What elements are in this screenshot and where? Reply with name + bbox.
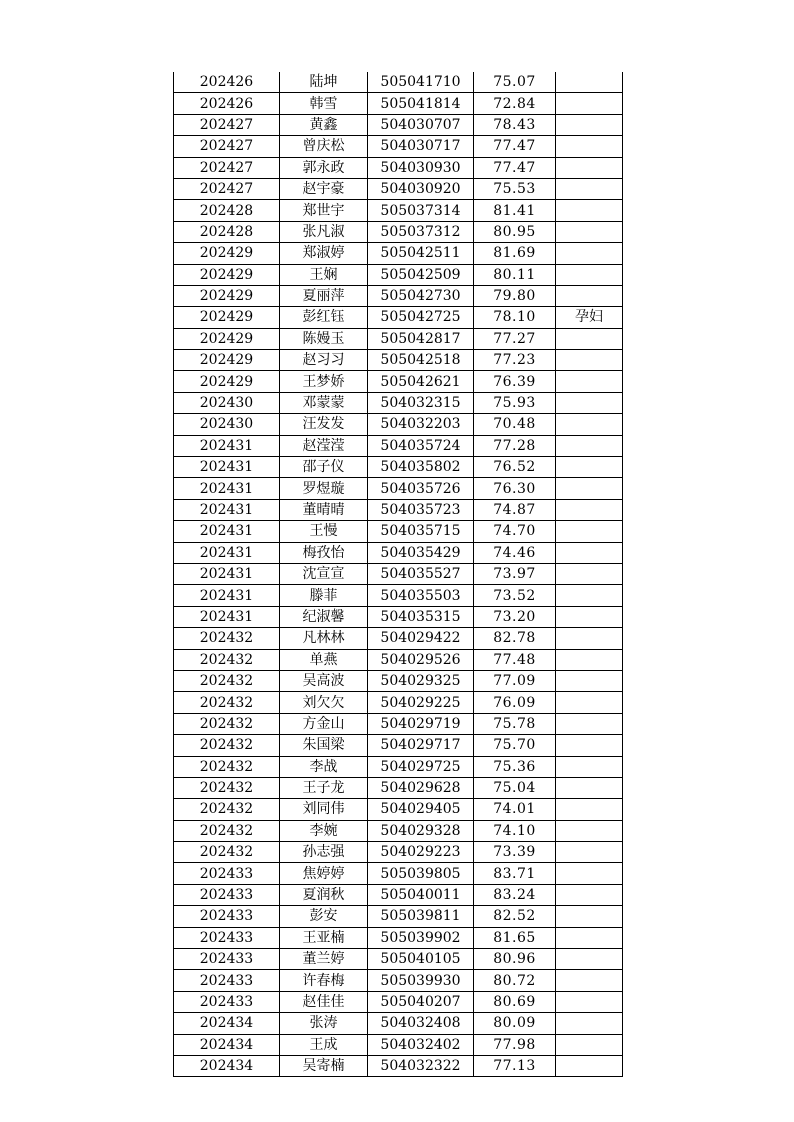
table-row [174,670,623,691]
candidate-name-cell: 邓蒙蒙 [280,392,368,413]
table-row [174,264,623,285]
remark-cell [556,927,623,948]
score-cell: 70.48 [474,414,556,435]
score-cell: 78.10 [474,307,556,328]
table-row [174,371,623,392]
exam-number-cell: 504035715 [368,521,474,542]
remark-cell [556,756,623,777]
position-code-cell: 202429 [174,328,280,349]
exam-number-cell: 505042509 [368,264,474,285]
table-row [174,350,623,371]
table-row [174,863,623,884]
candidate-name-cell: 黄鑫 [280,114,368,135]
table-row [174,649,623,670]
candidate-name-cell: 焦婷婷 [280,863,368,884]
exam-number-cell: 504032203 [368,414,474,435]
table-row [174,521,623,542]
candidate-name-cell: 吴高波 [280,670,368,691]
score-cell: 75.04 [474,777,556,798]
table-row [174,307,623,328]
remark-cell [556,157,623,178]
table-row [174,906,623,927]
table-row [174,200,623,221]
position-code-cell: 202429 [174,264,280,285]
remark-cell [556,285,623,306]
position-code-cell: 202431 [174,606,280,627]
score-cell: 75.70 [474,735,556,756]
score-cell: 73.52 [474,585,556,606]
table-row [174,842,623,863]
candidate-name-cell: 张涛 [280,1013,368,1034]
position-code-cell: 202431 [174,542,280,563]
remark-cell [556,606,623,627]
position-code-cell: 202429 [174,350,280,371]
table-row [174,1013,623,1034]
exam-number-cell: 504035527 [368,563,474,584]
position-code-cell: 202431 [174,499,280,520]
position-code-cell: 202432 [174,649,280,670]
remark-cell [556,93,623,114]
candidate-name-cell: 王娴 [280,264,368,285]
remark-cell [556,713,623,734]
score-cell: 82.52 [474,906,556,927]
table-row [174,949,623,970]
candidate-name-cell: 韩雪 [280,93,368,114]
table-row [174,136,623,157]
candidate-name-cell: 梅孜怡 [280,542,368,563]
candidate-name-cell: 郑淑婷 [280,243,368,264]
score-cell: 75.07 [474,72,556,93]
position-code-cell: 202433 [174,927,280,948]
position-code-cell: 202433 [174,906,280,927]
remark-cell [556,970,623,991]
table-row [174,991,623,1012]
candidate-name-cell: 王亚楠 [280,927,368,948]
score-cell: 80.95 [474,221,556,242]
candidate-name-cell: 许春梅 [280,970,368,991]
position-code-cell: 202426 [174,72,280,93]
score-cell: 80.11 [474,264,556,285]
exam-number-cell: 505042518 [368,350,474,371]
score-cell: 80.09 [474,1013,556,1034]
exam-number-cell: 505037312 [368,221,474,242]
position-code-cell: 202431 [174,585,280,606]
remark-cell [556,585,623,606]
score-cell: 73.97 [474,563,556,584]
score-cell: 74.01 [474,799,556,820]
table-row [174,756,623,777]
remark-cell [556,435,623,456]
position-code-cell: 202427 [174,136,280,157]
table-row [174,414,623,435]
position-code-cell: 202429 [174,307,280,328]
remark-cell [556,563,623,584]
candidate-name-cell: 刘同伟 [280,799,368,820]
exam-number-cell: 504035315 [368,606,474,627]
candidate-name-cell: 刘欠欠 [280,692,368,713]
score-cell: 83.71 [474,863,556,884]
exam-number-cell: 504035503 [368,585,474,606]
score-cell: 81.69 [474,243,556,264]
score-cell: 74.46 [474,542,556,563]
remark-cell [556,72,623,93]
candidate-name-cell: 郭永政 [280,157,368,178]
candidate-name-cell: 赵佳佳 [280,991,368,1012]
score-cell: 76.09 [474,692,556,713]
exam-number-cell: 504029717 [368,735,474,756]
score-cell: 77.28 [474,435,556,456]
table-row [174,563,623,584]
score-cell: 74.70 [474,521,556,542]
table-row [174,606,623,627]
exam-number-cell: 504029422 [368,628,474,649]
remark-cell [556,820,623,841]
exam-number-cell: 504029328 [368,820,474,841]
table-row [174,713,623,734]
score-cell: 73.20 [474,606,556,627]
position-code-cell: 202433 [174,949,280,970]
candidate-name-cell: 王梦娇 [280,371,368,392]
exam-number-cell: 504029628 [368,777,474,798]
remark-cell [556,799,623,820]
remark-cell [556,221,623,242]
position-code-cell: 202430 [174,392,280,413]
position-code-cell: 202432 [174,799,280,820]
position-code-cell: 202431 [174,478,280,499]
remark-cell: 孕妇 [556,307,623,328]
position-code-cell: 202432 [174,692,280,713]
exam-number-cell: 504029526 [368,649,474,670]
table-row [174,799,623,820]
candidate-name-cell: 方金山 [280,713,368,734]
exam-number-cell: 504029405 [368,799,474,820]
table-row [174,927,623,948]
candidate-name-cell: 朱国梁 [280,735,368,756]
score-cell: 75.78 [474,713,556,734]
position-code-cell: 202431 [174,563,280,584]
score-cell: 77.47 [474,157,556,178]
remark-cell [556,114,623,135]
candidate-name-cell: 李战 [280,756,368,777]
position-code-cell: 202429 [174,371,280,392]
candidate-name-cell: 赵滢滢 [280,435,368,456]
position-code-cell: 202427 [174,157,280,178]
score-cell: 79.80 [474,285,556,306]
candidate-name-cell: 沈宣宣 [280,563,368,584]
score-cell: 80.69 [474,991,556,1012]
position-code-cell: 202432 [174,628,280,649]
score-cell: 74.10 [474,820,556,841]
exam-number-cell: 505042725 [368,307,474,328]
exam-number-cell: 505039930 [368,970,474,991]
table-row [174,328,623,349]
exam-number-cell: 504029325 [368,670,474,691]
remark-cell [556,735,623,756]
exam-number-cell: 504029223 [368,842,474,863]
candidate-name-cell: 董兰婷 [280,949,368,970]
score-table [173,72,623,1077]
position-code-cell: 202428 [174,200,280,221]
position-code-cell: 202429 [174,285,280,306]
remark-cell [556,906,623,927]
score-cell: 74.87 [474,499,556,520]
table-row [174,285,623,306]
candidate-name-cell: 邵子仪 [280,457,368,478]
remark-cell [556,1013,623,1034]
remark-cell [556,542,623,563]
remark-cell [556,949,623,970]
score-cell: 78.43 [474,114,556,135]
candidate-name-cell: 张凡淑 [280,221,368,242]
exam-number-cell: 505039902 [368,927,474,948]
score-cell: 75.53 [474,178,556,199]
exam-number-cell: 504029725 [368,756,474,777]
exam-number-cell: 504029719 [368,713,474,734]
exam-number-cell: 505041814 [368,93,474,114]
table-row [174,585,623,606]
exam-number-cell: 505039811 [368,906,474,927]
candidate-name-cell: 孙志强 [280,842,368,863]
score-cell: 77.09 [474,670,556,691]
remark-cell [556,414,623,435]
exam-number-cell: 504035723 [368,499,474,520]
score-cell: 75.93 [474,392,556,413]
score-cell: 77.23 [474,350,556,371]
table-row [174,542,623,563]
exam-number-cell: 504030920 [368,178,474,199]
exam-number-cell: 505039805 [368,863,474,884]
position-code-cell: 202433 [174,884,280,905]
remark-cell [556,628,623,649]
position-code-cell: 202427 [174,114,280,135]
table-row [174,884,623,905]
candidate-name-cell: 陆坤 [280,72,368,93]
position-code-cell: 202433 [174,863,280,884]
exam-number-cell: 505042730 [368,285,474,306]
remark-cell [556,521,623,542]
exam-number-cell: 505042817 [368,328,474,349]
position-code-cell: 202432 [174,842,280,863]
candidate-name-cell: 夏润秋 [280,884,368,905]
exam-number-cell: 504030707 [368,114,474,135]
position-code-cell: 202432 [174,820,280,841]
exam-number-cell: 505040011 [368,884,474,905]
table-row [174,1055,623,1076]
candidate-name-cell: 赵习习 [280,350,368,371]
remark-cell [556,1055,623,1076]
candidate-name-cell: 汪发发 [280,414,368,435]
remark-cell [556,136,623,157]
table-row [174,735,623,756]
table-row [174,478,623,499]
score-cell: 77.47 [474,136,556,157]
score-cell: 80.72 [474,970,556,991]
candidate-name-cell: 彭安 [280,906,368,927]
exam-number-cell: 504032402 [368,1034,474,1055]
candidate-name-cell: 单燕 [280,649,368,670]
candidate-name-cell: 王子龙 [280,777,368,798]
score-cell: 80.96 [474,949,556,970]
score-cell: 75.36 [474,756,556,777]
candidate-name-cell: 陈嫚玉 [280,328,368,349]
table-row [174,93,623,114]
exam-number-cell: 504029225 [368,692,474,713]
remark-cell [556,649,623,670]
score-cell: 72.84 [474,93,556,114]
position-code-cell: 202432 [174,756,280,777]
remark-cell [556,264,623,285]
position-code-cell: 202432 [174,670,280,691]
remark-cell [556,670,623,691]
position-code-cell: 202434 [174,1055,280,1076]
table-row [174,970,623,991]
position-code-cell: 202428 [174,221,280,242]
exam-number-cell: 504030717 [368,136,474,157]
score-cell: 81.65 [474,927,556,948]
exam-number-cell: 505040105 [368,949,474,970]
exam-number-cell: 505042621 [368,371,474,392]
remark-cell [556,178,623,199]
exam-number-cell: 504035429 [368,542,474,563]
table-row [174,777,623,798]
candidate-name-cell: 罗煜璇 [280,478,368,499]
remark-cell [556,863,623,884]
table-row [174,221,623,242]
position-code-cell: 202431 [174,457,280,478]
exam-number-cell: 504032315 [368,392,474,413]
exam-number-cell: 504035802 [368,457,474,478]
table-row [174,178,623,199]
exam-number-cell: 505037314 [368,200,474,221]
score-cell: 76.30 [474,478,556,499]
position-code-cell: 202432 [174,735,280,756]
candidate-name-cell: 滕菲 [280,585,368,606]
remark-cell [556,499,623,520]
score-cell: 76.39 [474,371,556,392]
position-code-cell: 202429 [174,243,280,264]
score-cell: 76.52 [474,457,556,478]
candidate-name-cell: 赵宇豪 [280,178,368,199]
exam-number-cell: 505040207 [368,991,474,1012]
position-code-cell: 202433 [174,991,280,1012]
table-row [174,628,623,649]
table-row [174,392,623,413]
score-cell: 73.39 [474,842,556,863]
table-row [174,692,623,713]
exam-number-cell: 504035724 [368,435,474,456]
candidate-name-cell: 彭红钰 [280,307,368,328]
candidate-name-cell: 凡林林 [280,628,368,649]
remark-cell [556,1034,623,1055]
candidate-name-cell: 吴寄楠 [280,1055,368,1076]
table-row [174,499,623,520]
position-code-cell: 202434 [174,1013,280,1034]
table-row [174,820,623,841]
remark-cell [556,200,623,221]
position-code-cell: 202426 [174,93,280,114]
exam-number-cell: 504030930 [368,157,474,178]
position-code-cell: 202431 [174,521,280,542]
remark-cell [556,392,623,413]
candidate-name-cell: 李婉 [280,820,368,841]
exam-number-cell: 505042511 [368,243,474,264]
remark-cell [556,478,623,499]
table-row [174,1034,623,1055]
position-code-cell: 202431 [174,435,280,456]
candidate-name-cell: 夏丽萍 [280,285,368,306]
exam-number-cell: 504032322 [368,1055,474,1076]
candidate-name-cell: 董晴晴 [280,499,368,520]
score-cell: 83.24 [474,884,556,905]
position-code-cell: 202432 [174,777,280,798]
remark-cell [556,457,623,478]
score-cell: 77.98 [474,1034,556,1055]
exam-number-cell: 504035726 [368,478,474,499]
position-code-cell: 202432 [174,713,280,734]
score-cell: 77.48 [474,649,556,670]
score-cell: 77.13 [474,1055,556,1076]
remark-cell [556,884,623,905]
candidate-name-cell: 曾庆松 [280,136,368,157]
candidate-name-cell: 纪淑馨 [280,606,368,627]
exam-number-cell: 504032408 [368,1013,474,1034]
position-code-cell: 202434 [174,1034,280,1055]
position-code-cell: 202433 [174,970,280,991]
score-cell: 81.41 [474,200,556,221]
table-row [174,435,623,456]
remark-cell [556,350,623,371]
position-code-cell: 202427 [174,178,280,199]
remark-cell [556,243,623,264]
remark-cell [556,371,623,392]
remark-cell [556,692,623,713]
position-code-cell: 202430 [174,414,280,435]
score-cell: 77.27 [474,328,556,349]
table-row [174,114,623,135]
remark-cell [556,991,623,1012]
remark-cell [556,842,623,863]
score-cell: 82.78 [474,628,556,649]
remark-cell [556,328,623,349]
table-row [174,243,623,264]
remark-cell [556,777,623,798]
table-row [174,457,623,478]
candidate-name-cell: 王成 [280,1034,368,1055]
table-row [174,157,623,178]
table-row [174,72,623,93]
candidate-name-cell: 郑世宇 [280,200,368,221]
score-table-body [174,72,623,1077]
candidate-name-cell: 王慢 [280,521,368,542]
exam-number-cell: 505041710 [368,72,474,93]
